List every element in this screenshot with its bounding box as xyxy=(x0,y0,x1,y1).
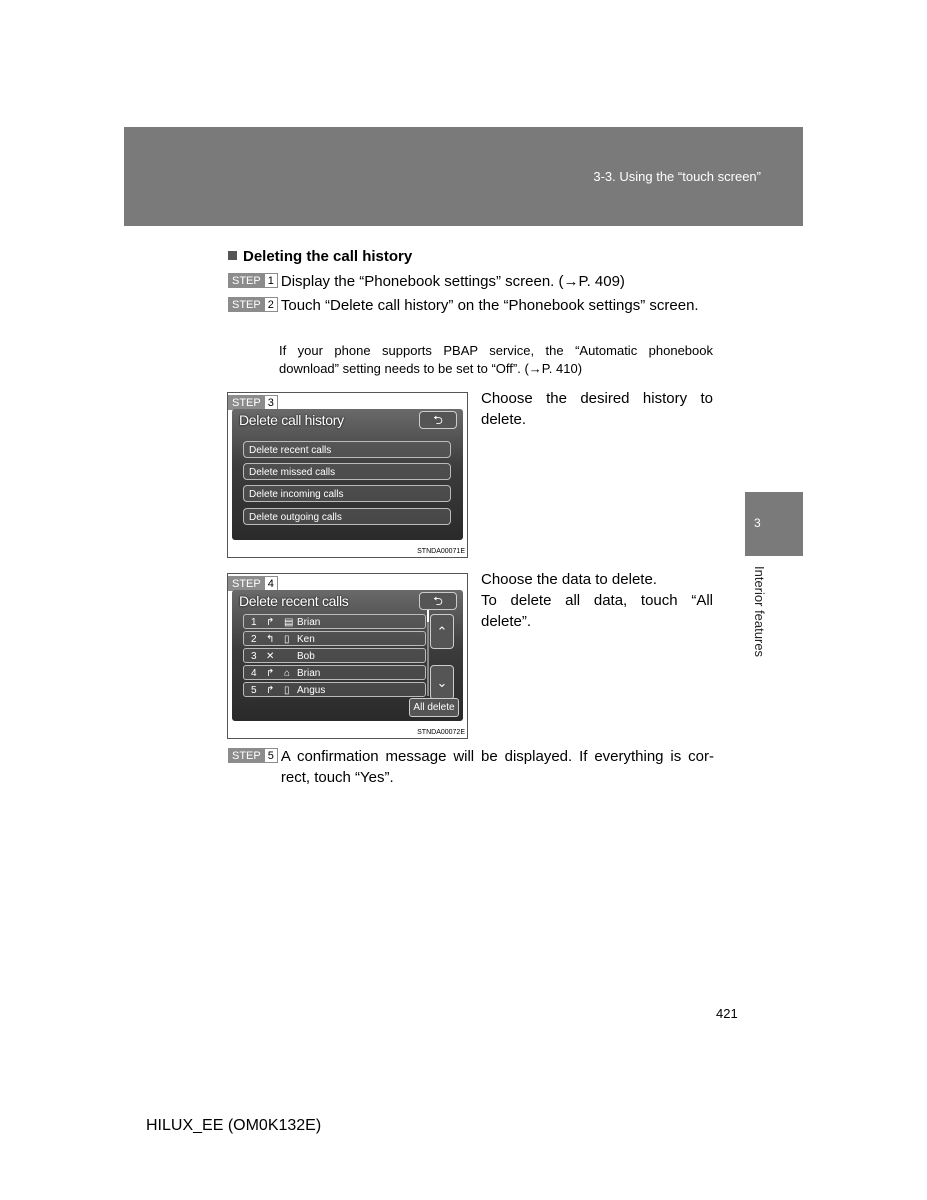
figure-code: STNDA00071E xyxy=(417,548,465,555)
screen-display xyxy=(232,409,463,540)
step-4-line-2: To delete all data, touch “All delete”. xyxy=(481,592,713,630)
all-delete-button[interactable]: All delete xyxy=(409,698,459,717)
list-item[interactable] xyxy=(243,614,426,629)
screen-title: Delete call history xyxy=(239,412,344,428)
contact-name: Angus xyxy=(297,685,326,696)
step-text: Display the “Phonebook settings” screen. (→P. 409) xyxy=(280,273,625,290)
step-badge: STEP 2 xyxy=(228,297,278,312)
step-badge: STEP 4 xyxy=(228,576,278,591)
outgoing-call-icon: ↱ xyxy=(266,685,275,696)
row-index: 5 xyxy=(251,685,257,696)
figure-code: STNDA00072E xyxy=(417,729,465,736)
scroll-up-button[interactable] xyxy=(430,614,454,649)
square-bullet-icon xyxy=(228,251,237,260)
return-arrow-icon: ⮌ xyxy=(433,594,443,608)
footer-model-code: HILUX_EE (OM0K132E) xyxy=(146,1117,322,1134)
chapter-number: 3 xyxy=(754,516,761,530)
phone-type-icon: ▤ xyxy=(284,617,294,628)
header-band xyxy=(124,127,803,226)
chapter-tab xyxy=(745,492,803,556)
double-chevron-up-icon: ⌃ xyxy=(436,624,448,639)
row-index: 4 xyxy=(251,668,257,679)
step-badge: STEP 3 xyxy=(228,395,278,410)
delete-incoming-calls-button[interactable]: Delete incoming calls xyxy=(243,485,451,502)
contact-name: Brian xyxy=(297,668,321,679)
row-index: 2 xyxy=(251,634,257,645)
scrollbar[interactable] xyxy=(427,610,429,696)
contact-name: Brian xyxy=(297,617,321,628)
row-index: 1 xyxy=(251,617,257,628)
incoming-call-icon: ↰ xyxy=(266,634,275,645)
section-heading xyxy=(228,248,412,265)
home-phone-icon: ⌂ xyxy=(284,668,291,679)
list-item[interactable] xyxy=(243,631,426,646)
step-badge: STEP 5 xyxy=(228,748,278,763)
phone-type-icon: ▯ xyxy=(284,634,290,645)
step-4-line-1: Choose the data to delete. xyxy=(481,571,657,588)
screen-display xyxy=(232,590,463,721)
step-2 xyxy=(228,295,714,316)
mobile-phone-icon: ▯ xyxy=(284,685,290,696)
step-4-text xyxy=(481,569,713,632)
list-item[interactable] xyxy=(243,648,426,663)
back-button[interactable] xyxy=(419,592,457,610)
figure-delete-call-history xyxy=(227,392,468,558)
missed-call-icon: ✕ xyxy=(266,651,275,662)
step-badge: STEP 1 xyxy=(228,273,278,288)
step-text: A confirmation message will be displayed. If everything is cor-rect, touch “Yes”. xyxy=(280,748,714,786)
double-chevron-down-icon: ⌄ xyxy=(436,675,448,690)
note: If your phone supports PBAP service, the “Automatic phonebook download” setting needs to be set to “Off”. (→P. 410) xyxy=(279,343,713,376)
scrollbar-thumb[interactable] xyxy=(427,610,429,622)
screen-title: Delete recent calls xyxy=(239,593,349,609)
outgoing-call-icon: ↱ xyxy=(266,617,275,628)
back-button[interactable] xyxy=(419,411,457,429)
delete-missed-calls-button[interactable]: Delete missed calls xyxy=(243,463,451,480)
step-3-text: Choose the desired history to delete. xyxy=(481,390,713,428)
contact-name: Bob xyxy=(297,651,315,662)
list-item[interactable] xyxy=(243,665,426,680)
delete-outgoing-calls-button[interactable]: Delete outgoing calls xyxy=(243,508,451,525)
chapter-label: Interior features xyxy=(752,566,767,658)
contact-name: Ken xyxy=(297,634,315,645)
outgoing-call-icon: ↱ xyxy=(266,668,275,679)
section-heading-text: Deleting the call history xyxy=(243,248,413,265)
return-arrow-icon: ⮌ xyxy=(433,413,443,427)
delete-recent-calls-button[interactable]: Delete recent calls xyxy=(243,441,451,458)
row-index: 3 xyxy=(251,651,257,662)
figure-delete-recent-calls xyxy=(227,573,468,739)
step-1 xyxy=(228,271,714,292)
page-number: 421 xyxy=(716,1006,738,1021)
step-text: Touch “Delete call history” on the “Phonebook settings” screen. xyxy=(280,297,699,314)
scroll-down-button[interactable] xyxy=(430,665,454,700)
list-item[interactable] xyxy=(243,682,426,697)
section-title: 3-3. Using the “touch screen” xyxy=(593,169,761,184)
step-5 xyxy=(228,746,714,788)
